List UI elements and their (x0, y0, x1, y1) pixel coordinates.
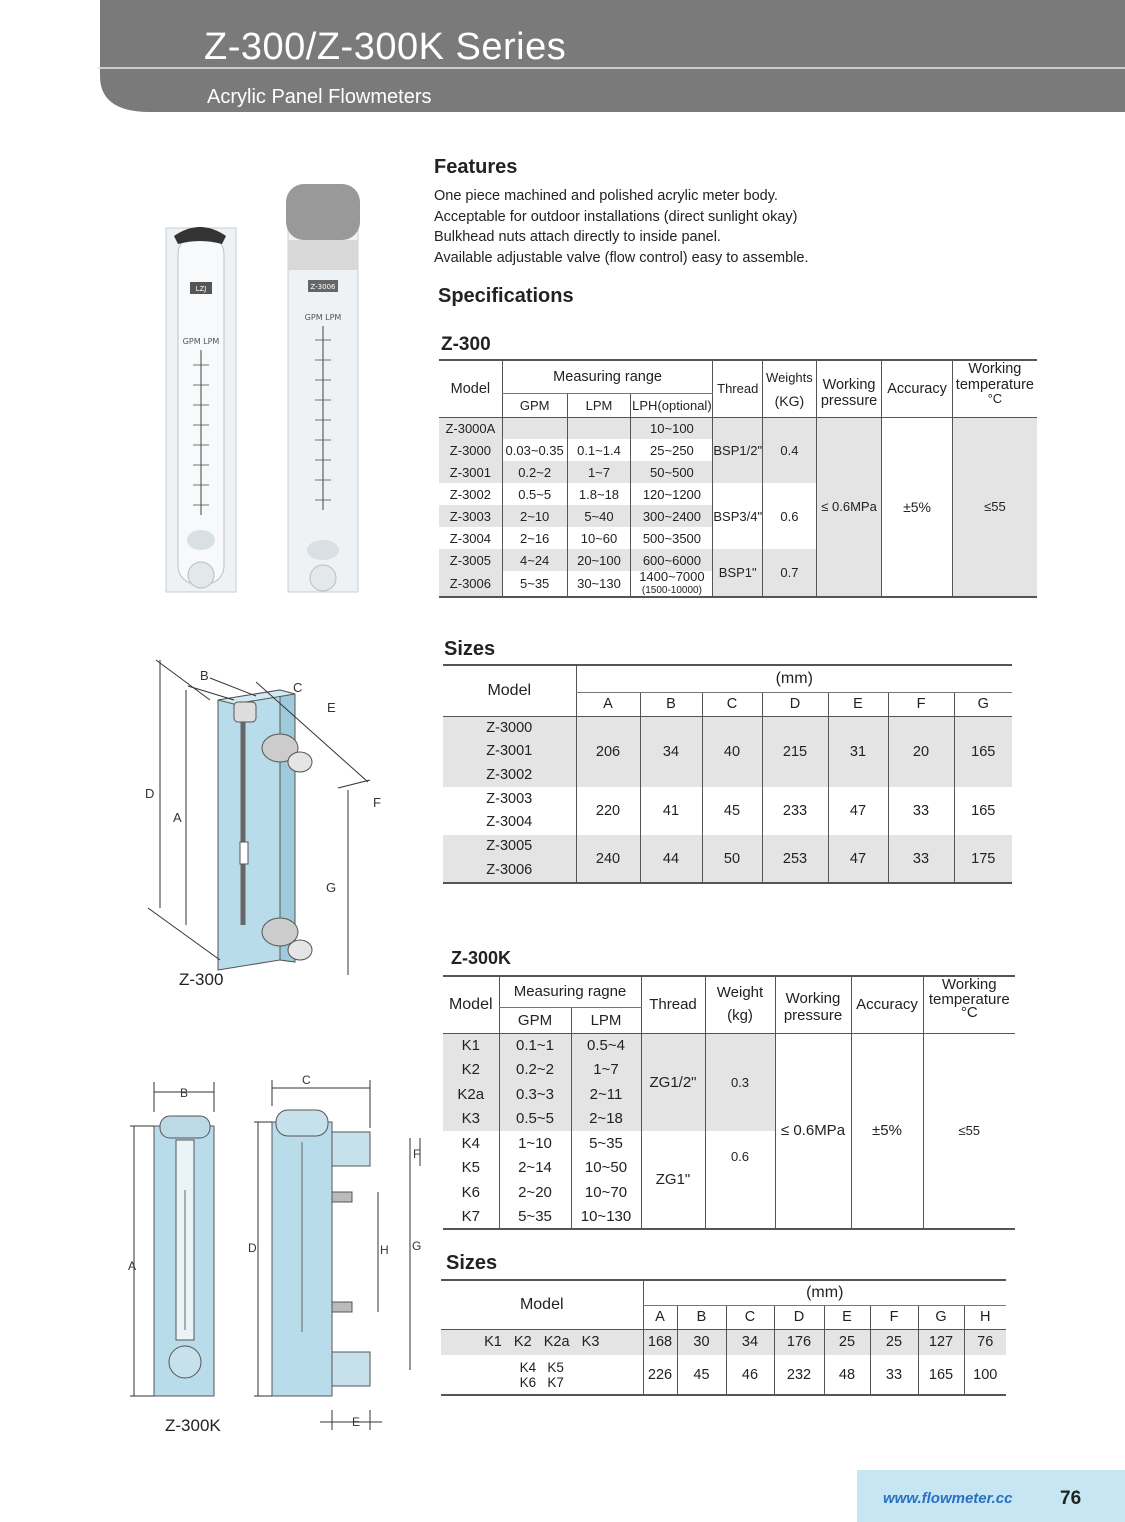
col-header: F (888, 692, 954, 716)
size-cell: 45 (677, 1355, 726, 1395)
table-row (441, 1329, 1006, 1355)
thread-cell: BSP1" (713, 549, 763, 597)
model-cell: Z-3005 (439, 549, 502, 571)
model-label: K2a (543, 1334, 570, 1351)
col-header: D (774, 1305, 824, 1329)
col-weights-unit: (KG) (763, 393, 817, 417)
product-photo (160, 180, 360, 600)
model-cell: K5 (461, 1159, 480, 1177)
size-cell: 25 (824, 1329, 870, 1355)
col-model: Model (443, 976, 499, 1033)
gpm-cell: 4~24 (502, 549, 567, 571)
col-thread: Thread (713, 360, 763, 417)
model-cell: K1 (461, 1037, 480, 1054)
gpm-cell: 0.1~1 (499, 1033, 571, 1058)
accuracy-cell: ±5% (851, 1033, 923, 1229)
col-thread: Thread (641, 976, 705, 1033)
dim-label: C (302, 1073, 311, 1087)
model-cell: K7 (461, 1207, 480, 1225)
col-model: Model (439, 360, 502, 417)
col-accuracy: Accuracy (851, 976, 923, 1033)
col-gpm: GPM (502, 393, 567, 417)
gpm-cell: 0.3~3 (499, 1082, 571, 1107)
thread-cell: ZG1/2" (641, 1033, 705, 1131)
z300-heading: Z-300 (441, 334, 491, 355)
col-weights: Weights (763, 360, 817, 393)
size-cell: 176 (774, 1329, 824, 1355)
lpm-cell: 30~130 (567, 571, 631, 597)
weight-cell: 0.7 (763, 549, 817, 597)
size-cell: 165 (918, 1355, 964, 1395)
size-cell: 33 (888, 787, 954, 835)
meter2-model: Z-3006 (310, 283, 336, 291)
lpm-cell: 10~50 (571, 1156, 641, 1181)
model-label: K7 (547, 1374, 564, 1390)
z300k-diagram-label: Z-300K (165, 1416, 221, 1435)
model-label: K1 (484, 1334, 502, 1351)
temperature-cell: ≤55 (923, 1033, 1015, 1229)
size-cell: 45 (702, 787, 762, 835)
lph-value: 1400~7000 (639, 569, 705, 584)
lpm-cell: 10~70 (571, 1180, 641, 1205)
lpm-cell: 1~7 (571, 1058, 641, 1083)
lph-note: (1500-10000) (641, 585, 702, 596)
z300k-dimension-diagram (120, 1070, 440, 1440)
models-cell (441, 1329, 643, 1355)
size-cell: 240 (576, 835, 640, 883)
size-cell: 25 (870, 1329, 918, 1355)
model-cell: Z-3000 (439, 439, 502, 461)
gpm-cell: 1~10 (499, 1131, 571, 1156)
lpm-cell: 2~18 (571, 1107, 641, 1132)
weight-cell: 0.6 (705, 1131, 775, 1229)
lpm-cell: 2~11 (571, 1082, 641, 1107)
model-cell: Z-3002 (449, 486, 491, 502)
model-label: K5 (547, 1359, 564, 1375)
gpm-cell: 0.2~2 (499, 1058, 571, 1083)
col-header: H (964, 1305, 1006, 1329)
col-temp-unit: °C (952, 393, 1037, 417)
page-title: Z-300/Z-300K Series (204, 26, 567, 68)
z300-spec-table (439, 359, 1037, 598)
gpm-cell: 0.03~0.35 (502, 439, 567, 461)
col-unit: (mm) (643, 1280, 1006, 1305)
col-pressure-line2: pressure (816, 393, 882, 417)
table-row (443, 835, 1012, 883)
lpm-cell: 10~60 (567, 527, 631, 549)
gpm-cell: 2~16 (502, 527, 567, 549)
model-label: Z-3002 (486, 766, 533, 783)
dim-label: G (326, 880, 337, 895)
model-label: K6 (519, 1374, 537, 1390)
feature-line: Acceptable for outdoor installations (direct sunlight okay) (434, 208, 798, 225)
col-weight: Weight (705, 976, 775, 1007)
lph-cell: 500~3500 (631, 527, 713, 549)
size-cell: 175 (954, 835, 1012, 883)
table-row (441, 1355, 1006, 1395)
thread-cell: BSP1/2" (713, 417, 763, 483)
lpm-cell: 0.1~1.4 (567, 439, 631, 461)
size-cell: 47 (828, 835, 888, 883)
thread-cell: ZG1" (641, 1131, 705, 1229)
size-cell: 165 (954, 716, 1012, 787)
size-cell: 76 (964, 1329, 1006, 1355)
gpm-cell: 5~35 (499, 1205, 571, 1230)
lpm-cell: 0.5~4 (571, 1033, 641, 1058)
col-pressure: Working (775, 976, 851, 1007)
size-cell: 33 (888, 835, 954, 883)
lph-cell: 600~6000 (631, 549, 713, 571)
col-temperature-line2: temperature (928, 991, 1010, 1008)
size-cell: 165 (954, 787, 1012, 835)
model-label: Z-3006 (486, 861, 533, 878)
size-cell: 47 (828, 787, 888, 835)
accuracy-cell: ±5% (882, 417, 952, 597)
size-cell: 253 (762, 835, 828, 883)
gpm-cell: 0.5~5 (502, 483, 567, 505)
size-cell: 20 (888, 716, 954, 787)
model-cell: Z-3003 (439, 505, 502, 527)
gpm-cell: 0.2~2 (502, 461, 567, 483)
model-label: Z-3000 (486, 719, 533, 736)
col-header: B (677, 1305, 726, 1329)
lph-cell: 300~2400 (631, 505, 713, 527)
lpm-cell: 1~7 (567, 461, 631, 483)
dim-label: E (327, 700, 336, 715)
size-cell: 30 (677, 1329, 726, 1355)
col-lpm: LPM (571, 1007, 641, 1033)
model-label: K3 (581, 1334, 600, 1351)
size-cell: 40 (702, 716, 762, 787)
model-cell: Z-3000A (439, 417, 502, 439)
model-cell: Z-3004 (449, 530, 491, 546)
model-cell: K2 (461, 1061, 480, 1079)
dim-label: H (380, 1243, 389, 1257)
weight-cell: 0.6 (763, 483, 817, 549)
specifications-heading: Specifications (438, 285, 574, 307)
z300k-heading: Z-300K (451, 948, 512, 968)
meter1-brand: LZJ (195, 285, 207, 293)
size-cell: 31 (828, 716, 888, 787)
col-lph: LPH(optional) (631, 393, 713, 417)
lpm-cell: 5~35 (571, 1131, 641, 1156)
page-subtitle: Acrylic Panel Flowmeters (207, 86, 432, 108)
gpm-cell: 0.5~5 (499, 1107, 571, 1132)
size-cell: 50 (702, 835, 762, 883)
z300-sizes-heading: Sizes (444, 638, 496, 660)
model-cell: Z-3001 (439, 461, 502, 483)
dim-label: B (200, 668, 209, 683)
dim-label: A (128, 1259, 137, 1273)
flowmeter-small-photo (166, 227, 236, 592)
size-cell: 34 (726, 1329, 774, 1355)
col-temp-unit: °C (923, 1007, 1015, 1033)
gpm-cell: 2~10 (502, 505, 567, 527)
lph-cell: 10~100 (631, 417, 713, 439)
model-label: K2 (513, 1334, 532, 1351)
meter2-units: GPM LPM (304, 313, 342, 322)
dim-label: G (412, 1239, 422, 1253)
model-cell: K2a (457, 1085, 485, 1103)
thread-cell: BSP3/4" (713, 483, 763, 549)
temperature-cell: ≤55 (952, 417, 1037, 597)
col-header: C (702, 692, 762, 716)
features-heading: Features (434, 156, 518, 178)
col-model: Model (443, 665, 576, 716)
gpm-cell: 2~14 (499, 1156, 571, 1181)
col-header: F (870, 1305, 918, 1329)
z300k-sizes-table (441, 1279, 1006, 1396)
size-cell: 226 (643, 1355, 677, 1395)
col-accuracy: Accuracy (882, 360, 952, 417)
models-cell (443, 787, 576, 835)
meter1-units: GPM LPM (182, 337, 220, 346)
model-cell: K3 (461, 1110, 480, 1128)
table-row (443, 1033, 1015, 1058)
model-label: Z-3003 (486, 790, 533, 807)
size-cell: 48 (824, 1355, 870, 1395)
gpm-cell (502, 417, 567, 439)
col-gpm: GPM (499, 1007, 571, 1033)
dim-label: F (373, 795, 381, 810)
models-cell (441, 1355, 643, 1395)
lpm-cell: 1.8~18 (567, 483, 631, 505)
dim-label: D (145, 786, 155, 801)
feature-line: Available adjustable valve (flow control) easy to assemble. (434, 250, 809, 267)
pressure-cell: ≤ 0.6MPa (816, 417, 882, 597)
dim-label: C (293, 680, 303, 695)
z300k-sizes-heading: Sizes (446, 1252, 498, 1274)
col-unit: (mm) (576, 665, 1012, 692)
dim-label: B (180, 1086, 189, 1100)
col-header: C (726, 1305, 774, 1329)
weight-cell: 0.4 (763, 417, 817, 483)
col-temperature-line1: Working (941, 976, 997, 993)
model-cell: K6 (461, 1183, 480, 1201)
pressure-cell: ≤ 0.6MPa (775, 1033, 851, 1229)
col-measuring-range: Measuring range (502, 360, 713, 393)
z300-diagram-label: Z-300 (179, 970, 224, 989)
col-pressure: Working (816, 360, 882, 393)
gpm-cell: 5~35 (502, 571, 567, 597)
col-temperature (923, 976, 1015, 1007)
z300-dimension-diagram (130, 650, 410, 990)
table-row (443, 716, 1012, 787)
features-list (434, 186, 809, 269)
website-link[interactable]: www.flowmeter.cc (883, 1490, 1013, 1507)
model-label: Z-3004 (486, 814, 533, 830)
models-cell (443, 716, 576, 787)
table-row (443, 787, 1012, 835)
lph-cell: 25~250 (631, 439, 713, 461)
size-cell: 215 (762, 716, 828, 787)
model-label: K4 (519, 1359, 537, 1375)
flowmeter-large-photo (286, 184, 360, 592)
dim-label: E (352, 1415, 361, 1429)
col-header: E (828, 692, 888, 716)
size-cell: 206 (576, 716, 640, 787)
z300-sizes-table (443, 664, 1012, 884)
size-cell: 127 (918, 1329, 964, 1355)
lph-cell: 120~1200 (631, 483, 713, 505)
size-cell: 232 (774, 1355, 824, 1395)
size-cell: 100 (964, 1355, 1006, 1395)
col-pressure-line2: pressure (775, 1007, 851, 1033)
col-temperature-line1: Working (968, 361, 1022, 377)
size-cell: 34 (640, 716, 702, 787)
models-cell (443, 835, 576, 883)
col-measuring-range: Measuring ragne (499, 976, 641, 1007)
col-header: D (762, 692, 828, 716)
lpm-cell (567, 417, 631, 439)
dim-label: D (248, 1241, 257, 1255)
feature-line: Bulkhead nuts attach directly to inside panel. (434, 229, 721, 246)
size-cell: 220 (576, 787, 640, 835)
model-cell: K4 (461, 1134, 480, 1152)
col-header: B (640, 692, 702, 716)
weight-cell: 0.3 (705, 1033, 775, 1131)
dim-label: F (413, 1147, 421, 1161)
col-header: A (643, 1305, 677, 1329)
size-cell: 41 (640, 787, 702, 835)
model-cell: Z-3006 (439, 571, 502, 597)
col-header: G (918, 1305, 964, 1329)
feature-line: One piece machined and polished acrylic meter body. (434, 188, 778, 204)
lpm-cell: 5~40 (567, 505, 631, 527)
col-header: E (824, 1305, 870, 1329)
size-cell: 233 (762, 787, 828, 835)
model-label: Z-3001 (486, 743, 533, 759)
size-cell: 44 (640, 835, 702, 883)
col-header: G (954, 692, 1012, 716)
lpm-cell: 20~100 (567, 549, 631, 571)
dim-label: A (173, 810, 182, 825)
size-cell: 33 (870, 1355, 918, 1395)
lph-cell (631, 571, 713, 597)
col-weight-unit: (kg) (705, 1007, 775, 1033)
table-row (439, 417, 1037, 439)
col-temperature (952, 360, 1037, 393)
col-temperature-line2: temperature (955, 377, 1034, 393)
page-number: 76 (1060, 1488, 1082, 1509)
model-label: Z-3005 (486, 838, 533, 854)
size-cell: 168 (643, 1329, 677, 1355)
lph-cell: 50~500 (631, 461, 713, 483)
size-cell: 46 (726, 1355, 774, 1395)
z300k-spec-table (443, 975, 1015, 1230)
lpm-cell: 10~130 (571, 1205, 641, 1230)
gpm-cell: 2~20 (499, 1180, 571, 1205)
col-model: Model (441, 1280, 643, 1329)
col-lpm: LPM (567, 393, 631, 417)
col-header: A (576, 692, 640, 716)
